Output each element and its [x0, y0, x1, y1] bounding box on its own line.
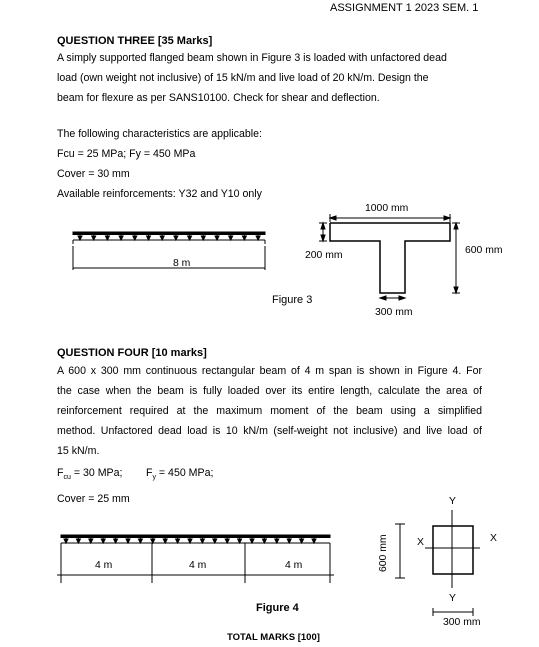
- load-arrowhead: [188, 539, 192, 543]
- load-arrowhead: [101, 539, 105, 543]
- load-arrowhead: [147, 236, 151, 240]
- load-arrowhead: [215, 236, 219, 240]
- load-arrowhead: [275, 539, 279, 543]
- cover-value-q4: Cover = 25 mm: [57, 493, 130, 505]
- load-arrowhead: [138, 539, 142, 543]
- figure-3-flange-thickness-label: 200 mm: [305, 250, 343, 261]
- section-width-label: 300 mm: [443, 617, 481, 628]
- load-arrowhead: [200, 539, 204, 543]
- available-reinforcement: Available reinforcements: Y32 and Y10 only: [57, 188, 262, 200]
- load-arrowhead: [312, 539, 316, 543]
- figure-3-depth-label: 600 mm: [465, 245, 503, 256]
- axis-y-top: Y: [449, 496, 456, 507]
- load-arrowhead: [262, 539, 266, 543]
- characteristics-intro: The following characteristics are applicable:: [57, 128, 262, 140]
- axis-x-left: X: [417, 537, 424, 548]
- figure-3-t-section: [330, 223, 450, 293]
- figure-4-caption: Figure 4: [256, 602, 299, 614]
- figure-4-continuous-beam: [57, 535, 334, 583]
- load-arrowhead: [160, 236, 164, 240]
- text-line: reinforcement required at the maximum moment of the beam using a simplified: [57, 405, 482, 417]
- load-arrowhead: [225, 539, 229, 543]
- section-depth-label: 600 mm: [378, 534, 389, 572]
- total-marks: TOTAL MARKS [100]: [227, 632, 320, 643]
- load-arrowhead: [174, 236, 178, 240]
- cover-value: Cover = 30 mm: [57, 168, 130, 180]
- axis-y-bottom: Y: [449, 593, 456, 604]
- load-arrowhead: [176, 539, 180, 543]
- figure-4-cross-section: [395, 510, 480, 616]
- figure-3-flange-width-label: 1000 mm: [365, 203, 409, 214]
- question-three-title: QUESTION THREE [35 Marks]: [57, 35, 213, 47]
- span-3-label: 4 m: [285, 560, 303, 571]
- load-arrowhead: [213, 539, 217, 543]
- load-arrowhead: [151, 539, 155, 543]
- load-arrowhead: [188, 236, 192, 240]
- figure-3-web-width-label: 300 mm: [375, 307, 413, 318]
- load-arrowhead: [229, 236, 233, 240]
- question-four-text: [57, 361, 482, 461]
- load-arrowhead: [119, 236, 123, 240]
- span-2-label: 4 m: [189, 560, 207, 571]
- axis-x-right: X: [490, 533, 497, 544]
- load-arrowhead: [133, 236, 137, 240]
- load-arrowhead: [92, 236, 96, 240]
- load-arrowhead: [76, 539, 80, 543]
- text-line: A 600 x 300 mm continuous rectangular beam of 4 m span is shown in Figure 4. For: [57, 365, 482, 377]
- load-arrowhead: [78, 236, 82, 240]
- question-four-title: QUESTION FOUR [10 marks]: [57, 347, 207, 359]
- load-arrowhead: [300, 539, 304, 543]
- document-header: ASSIGNMENT 1 2023 SEM. 1: [330, 2, 479, 14]
- load-arrowhead: [89, 539, 93, 543]
- load-arrowhead: [242, 236, 246, 240]
- load-arrowhead: [201, 236, 205, 240]
- fcu-value: $F_{cu} = 30$ MPa;: [57, 467, 123, 482]
- load-arrowhead: [250, 539, 254, 543]
- text-line: 15 kN/m.: [57, 445, 100, 457]
- load-arrowhead: [163, 539, 167, 543]
- load-arrowhead: [114, 539, 118, 543]
- figure-3-span-label: 8 m: [173, 258, 191, 269]
- load-arrowhead: [64, 539, 68, 543]
- load-arrowhead: [105, 236, 109, 240]
- figure-3-loaded-beam: [73, 232, 265, 270]
- figure-3-caption: Figure 3: [272, 294, 313, 306]
- text-line: beam for flexure as per SANS10100. Check for shear and deflection.: [57, 92, 380, 104]
- load-arrowhead: [126, 539, 130, 543]
- load-arrowhead: [238, 539, 242, 543]
- text-line: A simply supported flanged beam shown in Figure 3 is loaded with unfactored dead: [57, 52, 447, 64]
- fy-value: $F_y = 450$ MPa;: [146, 467, 214, 482]
- span-1-label: 4 m: [95, 560, 113, 571]
- text-line: method. Unfactored dead load is 10 kN/m (self-weight not inclusive) and live load of: [57, 425, 482, 437]
- text-line: load (own weight not inclusive) of 15 kN/m and live load of 20 kN/m. Design the: [57, 72, 429, 84]
- material-strengths: Fcu = 25 MPa; Fy = 450 MPa: [57, 148, 196, 160]
- text-line: the case when the beam is fully loaded over its entire length, calculate the area of: [57, 385, 482, 397]
- load-arrowhead: [287, 539, 291, 543]
- load-arrowhead: [256, 236, 260, 240]
